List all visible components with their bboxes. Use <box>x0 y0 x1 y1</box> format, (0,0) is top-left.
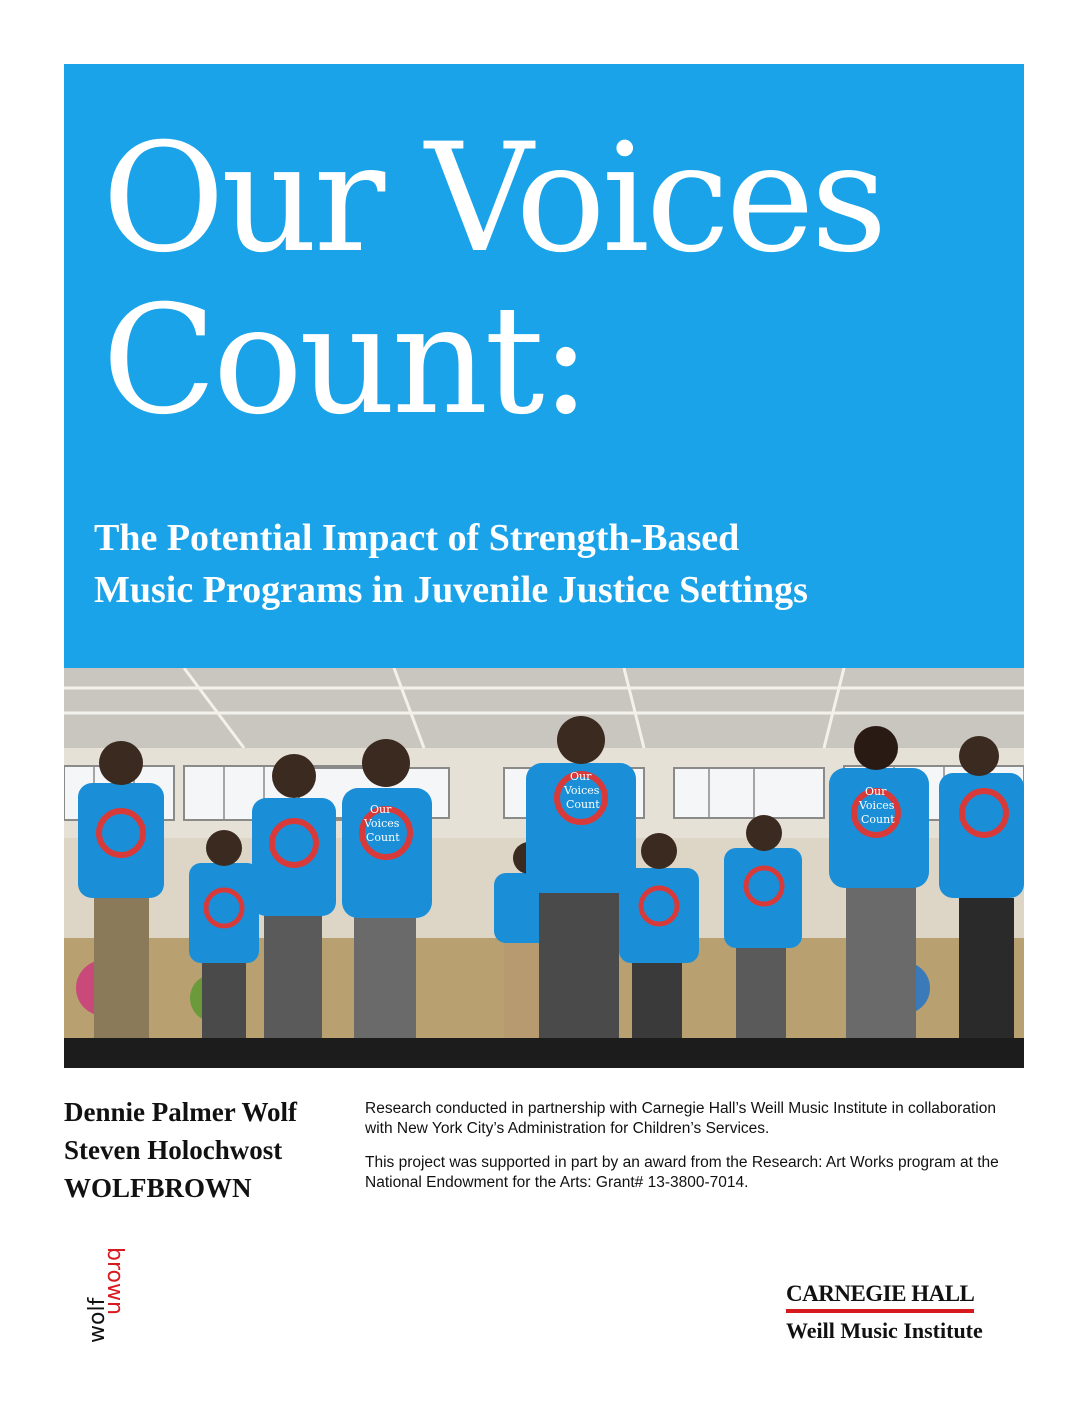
shirt-text: Count <box>861 813 895 826</box>
shirt-text: Count <box>566 798 600 811</box>
authors-block <box>64 1093 354 1207</box>
shirt-text: Count <box>366 831 400 844</box>
shirt-text: Our <box>570 770 592 783</box>
subtitle-line-2: Music Programs in Juvenile Justice Settings <box>94 569 808 611</box>
wolfbrown-logo-text-wolf: wolf <box>85 1297 110 1343</box>
shirt-text: Voices <box>364 817 400 830</box>
subtitle-line-1: The Potential Impact of Strength-Based <box>94 517 740 559</box>
shirt-text: Voices <box>564 784 600 797</box>
subtitle <box>94 512 1019 616</box>
cover-photo <box>64 668 1024 1068</box>
credit-paragraph-partnership: Research conducted in partnership with Carnegie Hall’s Weill Music Institute in collaboration with New York City’s Administration for Children’s Services. <box>365 1100 996 1137</box>
author-name: Dennie Palmer Wolf <box>64 1097 297 1127</box>
credits-block <box>365 1099 1025 1207</box>
title-line-1: Our Voices <box>102 112 884 286</box>
weill-music-institute-name: Weill Music Institute <box>786 1318 983 1343</box>
shirt-text: Voices <box>859 799 895 812</box>
credit-paragraph-funding: This project was supported in part by an award from the Research: Art Works program at the National Endowment for the Arts: Grant# 13-3800-7014. <box>365 1154 999 1191</box>
shirt-text: Our <box>865 785 887 798</box>
shirt-text: Our <box>370 803 392 816</box>
organization-name: WOLFBROWN <box>64 1173 252 1203</box>
carnegie-hall-logo <box>786 1282 1026 1345</box>
choir-photo-illustration <box>64 668 1024 1068</box>
title-line-2: Count: <box>102 274 588 448</box>
author-name: Steven Holochwost <box>64 1135 283 1165</box>
cover-title-block <box>64 64 1024 668</box>
carnegie-hall-red-bar <box>786 1309 974 1313</box>
wolfbrown-logo <box>76 1245 136 1345</box>
carnegie-hall-name: CARNEGIE HALL <box>786 1281 975 1306</box>
wolfbrown-logo-text-brown: brown <box>102 1247 127 1315</box>
